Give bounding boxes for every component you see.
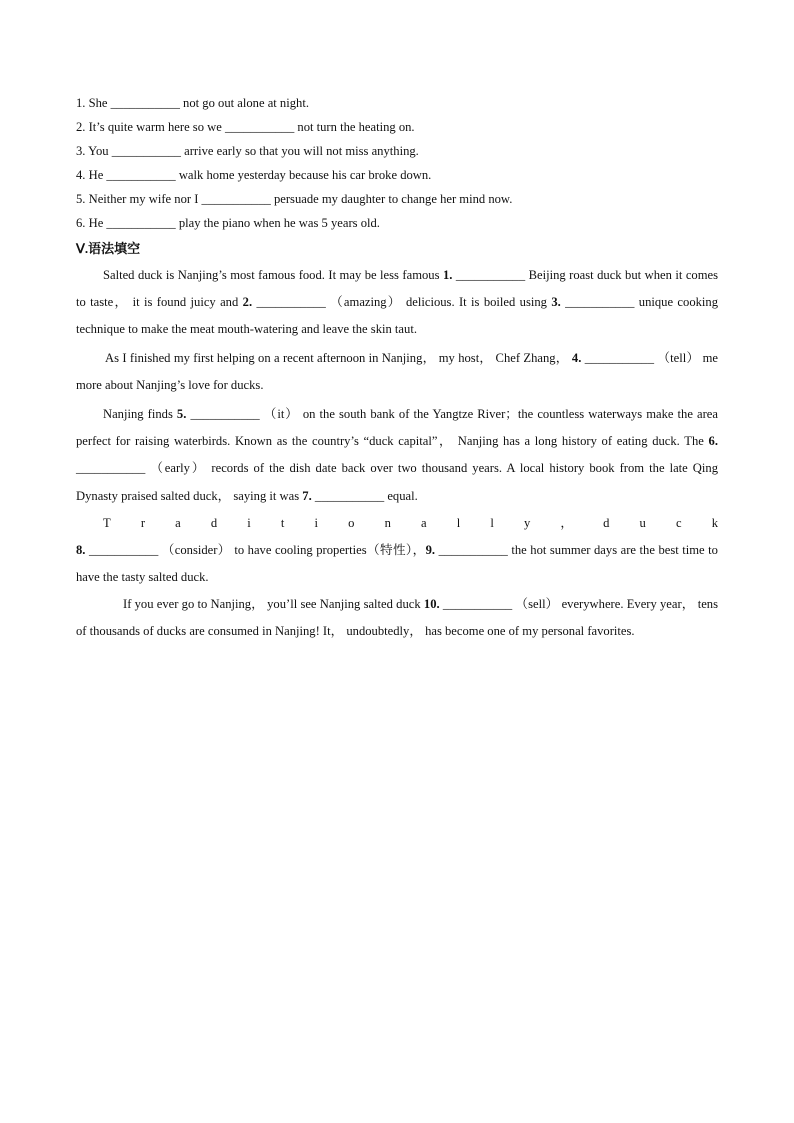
spread-letter: a bbox=[421, 515, 427, 530]
passage-paragraph-4 bbox=[76, 591, 718, 645]
spread-letter: n bbox=[384, 515, 391, 530]
text-run: ___________ （sell） everywhere. Every year， tens of thousands of ducks are consumed in Nanjing! It， undoubtedly， has become one of my personal favorites. bbox=[76, 597, 718, 639]
text-run: ___________ （it） on the south bank of the Yangtze River；the countless waterways make the area perfect for raising waterbirds. Known as the country’s “duck capital”， Nanjing has a long history of eating duck. The bbox=[76, 407, 718, 449]
text-run: ___________ （consider） to have cooling properties（特性）， bbox=[85, 543, 426, 558]
blank-number-2: 2. bbox=[242, 295, 253, 310]
text-run: ___________ equal. bbox=[311, 488, 418, 503]
spread-letter: i bbox=[247, 515, 251, 530]
blank-number-9: 9. bbox=[425, 543, 436, 558]
text-run: Nanjing finds bbox=[103, 407, 177, 421]
text-run: ___________ Beijing roast duck but when it comes to taste， it is found juicy and bbox=[76, 268, 719, 310]
blank-number-8: 8. bbox=[76, 543, 86, 558]
text-run: ___________ （tell） me more about Nanjing’s love for ducks. bbox=[76, 351, 718, 393]
text-run: As I finished my first helping on a recent afternoon in Nanjing， my host， Chef Zhang， bbox=[105, 351, 572, 365]
spread-letter: a bbox=[175, 515, 181, 530]
passage-paragraph-3 bbox=[76, 401, 718, 591]
section-numeral: Ⅴ. bbox=[76, 241, 89, 256]
text-run: ___________ the hot summer days are the best time to have the tasty salted duck. bbox=[76, 543, 718, 585]
passage-paragraph-1 bbox=[76, 262, 718, 344]
spread-letter: i bbox=[314, 515, 319, 530]
text-run: If you ever go to Nanjing， you’ll see Nanjing salted duck bbox=[123, 597, 424, 611]
spread-letter: l bbox=[456, 515, 461, 530]
sentence-5: 5. Neither my wife nor I ___________ persuade my daughter to change her mind now. bbox=[76, 192, 513, 206]
section-title: 语法填空 bbox=[88, 242, 141, 257]
spread-letter: ， bbox=[560, 515, 573, 530]
blank-number-7: 7. bbox=[302, 488, 312, 503]
text-run: ___________ unique cooking technique to make the meat mouth-watering and leave the skin taut. bbox=[76, 295, 719, 337]
spread-letter: k bbox=[711, 515, 718, 530]
sentence-3: 3. You ___________ arrive early so that you will not miss anything. bbox=[76, 144, 419, 158]
blank-number-6: 6. bbox=[708, 434, 718, 449]
passage-paragraph-2 bbox=[76, 345, 718, 399]
section-heading bbox=[76, 240, 140, 259]
spread-letter: d bbox=[603, 515, 610, 530]
blank-number-5: 5. bbox=[176, 407, 187, 421]
spread-letter: u bbox=[639, 515, 646, 530]
spread-letter: y bbox=[523, 515, 531, 530]
sentence-4: 4. He ___________ walk home yesterday because his car broke down. bbox=[76, 168, 432, 182]
blank-number-4: 4. bbox=[571, 351, 582, 365]
spread-letter: o bbox=[348, 515, 355, 530]
blank-number-10: 10. bbox=[423, 597, 440, 611]
spread-letter: d bbox=[210, 515, 218, 530]
blank-number-3: 3. bbox=[551, 295, 561, 310]
spread-word-line bbox=[76, 510, 718, 537]
text-run: ___________ （early） records of the dish date back over two thousand years. A local history book from the late Qing Dynasty praised salted duck， saying it was bbox=[76, 461, 718, 503]
spread-letter: T bbox=[103, 515, 111, 530]
spread-letter: t bbox=[280, 515, 285, 530]
sentence-1: 1. She ___________ not go out alone at night. bbox=[76, 96, 309, 110]
sentence-6: 6. He ___________ play the piano when he was 5 years old. bbox=[76, 216, 380, 230]
sentence-2: 2. It’s quite warm here so we ___________ not turn the heating on. bbox=[76, 120, 415, 134]
spread-letter: l bbox=[490, 515, 494, 530]
spread-letter: c bbox=[675, 515, 682, 530]
text-run: ___________ （amazing） delicious. It is boiled using bbox=[252, 295, 552, 310]
text-run: Salted duck is Nanjing’s most famous food. It may be less famous bbox=[103, 268, 443, 282]
blank-number-1: 1. bbox=[442, 268, 453, 282]
spread-letter: r bbox=[140, 515, 146, 530]
